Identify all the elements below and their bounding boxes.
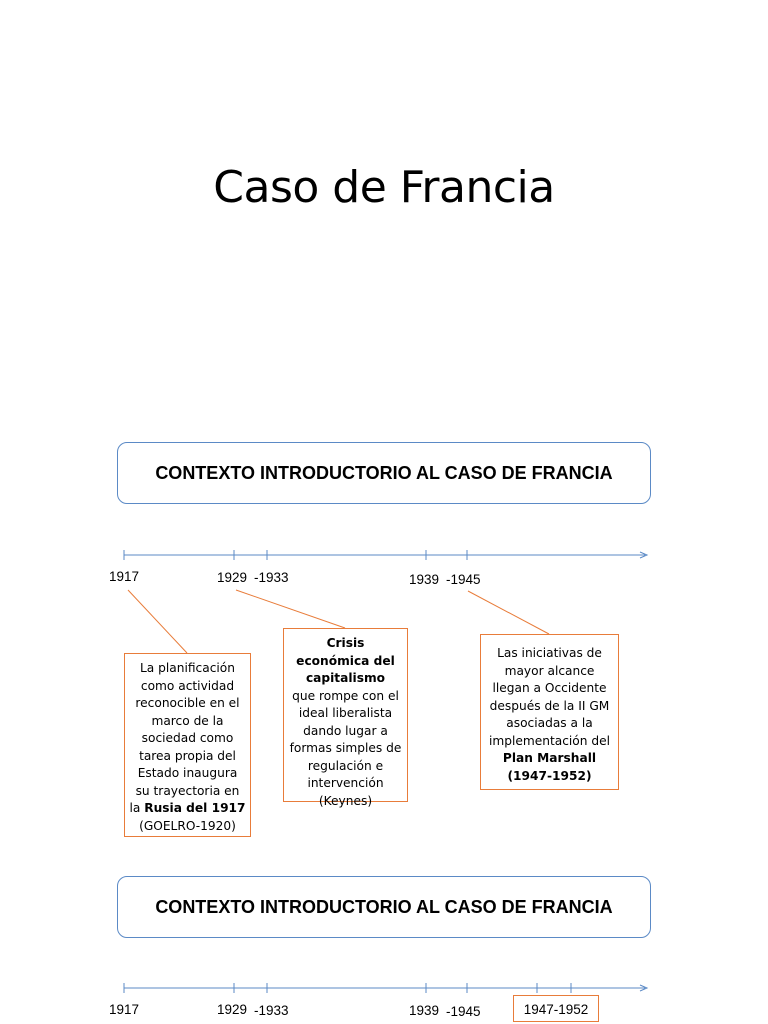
year-1947-1952-box bbox=[513, 995, 599, 1022]
timeline-arrowhead bbox=[640, 985, 647, 991]
slide-title: Caso de Francia bbox=[213, 162, 555, 213]
connector-1929 bbox=[236, 590, 345, 628]
year-1933: -1933 bbox=[254, 570, 289, 585]
context-heading: CONTEXTO INTRODUCTORIO AL CASO DE FRANCIA bbox=[155, 462, 613, 483]
note-marshall-text: Las iniciativas de mayor alcance llegan a Occidente después de la II GM asociadas a la implementación del bbox=[489, 646, 610, 748]
note-marshall-bold-plan: Plan Marshall bbox=[502, 751, 597, 765]
year-1939: 1939 bbox=[409, 572, 440, 587]
connector-1917 bbox=[128, 590, 187, 653]
note-crisis-bold: Crisis económica del capitalismo bbox=[296, 636, 395, 685]
note-russia-bold: Rusia del 1917 bbox=[144, 801, 246, 815]
context-heading-box bbox=[117, 442, 651, 504]
year-1929-2: 1929 bbox=[217, 1002, 248, 1017]
note-marshall bbox=[480, 634, 619, 790]
connector-1945 bbox=[468, 591, 549, 634]
year-1917-2: 1917 bbox=[109, 1002, 140, 1017]
note-crisis-text: que rompe con el ideal liberalista dando lugar a formas simples de regulación e intervención (Keynes) bbox=[289, 688, 402, 808]
note-russia bbox=[124, 653, 251, 837]
context-heading-box-2 bbox=[117, 876, 651, 938]
note-marshall-bold-years: (1947-1952) bbox=[507, 768, 592, 783]
context-heading-2: CONTEXTO INTRODUCTORIO AL CASO DE FRANCIA bbox=[155, 896, 613, 917]
note-russia-tail: (GOELRO-1920) bbox=[139, 818, 236, 833]
year-1939-2: 1939 bbox=[409, 1003, 440, 1018]
year-1917: 1917 bbox=[109, 569, 140, 584]
note-russia-text: La planificación como actividad reconocible en el marco de la sociedad como tarea propia del Estado inaugura su trayectoria en la bbox=[129, 661, 240, 815]
timeline-arrowhead bbox=[640, 552, 647, 558]
note-crisis bbox=[283, 628, 408, 808]
year-1947-1952: 1947-1952 bbox=[523, 1002, 589, 1017]
year-1933-2: -1933 bbox=[254, 1003, 289, 1018]
year-1945-2: -1945 bbox=[446, 1004, 481, 1019]
year-1945: -1945 bbox=[446, 572, 481, 587]
year-1929: 1929 bbox=[217, 570, 248, 585]
